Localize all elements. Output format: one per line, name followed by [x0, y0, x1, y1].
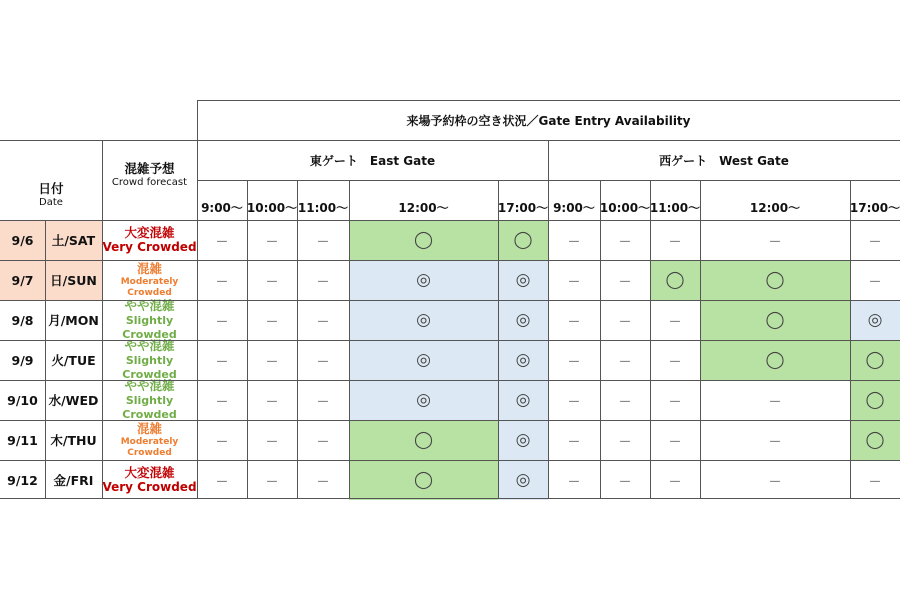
crowd-forecast-cell — [102, 300, 197, 340]
slot-none-symbol: － — [668, 474, 682, 490]
slot-cell — [498, 300, 548, 340]
slot-cell — [600, 380, 650, 420]
weekday-value: 水/WED — [48, 393, 99, 408]
slot-cell — [297, 220, 349, 260]
slot-none-symbol: － — [215, 474, 229, 490]
slot-none-symbol: － — [567, 474, 581, 490]
slot-plenty-symbol: ◎ — [515, 270, 531, 290]
grid-line — [0, 340, 900, 341]
grid-line — [600, 180, 601, 498]
slot-cell — [700, 420, 850, 460]
time-slot-header — [850, 194, 900, 220]
slot-plenty-symbol: ◎ — [515, 390, 531, 410]
slot-cell — [650, 300, 700, 340]
slot-cell — [700, 380, 850, 420]
slot-cell — [197, 340, 247, 380]
slot-cell — [850, 340, 900, 380]
slot-available-symbol: ◯ — [865, 390, 885, 410]
crowd-forecast-en: Slightly Crowded — [122, 394, 177, 421]
weekday-value: 土/SAT — [51, 233, 96, 248]
crowd-forecast-en: Slightly Crowded — [122, 314, 177, 341]
slot-none-symbol: － — [316, 354, 330, 370]
slot-none-symbol: － — [768, 234, 782, 250]
time-slot-header — [197, 194, 247, 220]
slot-cell — [498, 220, 548, 260]
date-header-en: Date — [39, 196, 63, 208]
slot-cell — [197, 220, 247, 260]
slot-none-symbol: － — [868, 474, 882, 490]
crowd-forecast-cell — [102, 380, 197, 420]
slot-cell — [498, 460, 548, 500]
slot-plenty-symbol: ◎ — [867, 310, 883, 330]
slot-plenty-symbol: ◎ — [515, 470, 531, 490]
slot-cell — [700, 260, 850, 300]
slot-none-symbol: － — [618, 474, 632, 490]
time-slot-label: 10:00～ — [599, 200, 651, 215]
availability-title — [197, 100, 900, 140]
weekday-value: 月/MON — [48, 313, 99, 328]
crowd-forecast-en: Very Crowded — [102, 480, 197, 495]
time-slot-label: 9:00～ — [201, 200, 243, 215]
time-slot-header — [247, 194, 297, 220]
slot-none-symbol: － — [215, 274, 229, 290]
slot-cell — [197, 420, 247, 460]
slot-cell — [197, 460, 247, 500]
east-gate-label: 東ゲート East Gate — [309, 153, 436, 168]
slot-cell — [700, 460, 850, 500]
time-slot-label: 17:00～ — [497, 200, 549, 215]
date-value: 9/12 — [7, 472, 38, 488]
crowd-forecast-cell — [102, 220, 197, 260]
weekday-value: 火/TUE — [51, 353, 96, 368]
date-value: 9/6 — [11, 232, 34, 248]
date-value: 9/9 — [11, 352, 34, 368]
slot-none-symbol: － — [567, 394, 581, 410]
slot-cell — [297, 300, 349, 340]
slot-cell — [548, 260, 600, 300]
slot-none-symbol: － — [868, 274, 882, 290]
slot-cell — [349, 340, 498, 380]
slot-none-symbol: － — [265, 234, 279, 250]
slot-plenty-symbol: ◎ — [416, 350, 431, 370]
date-value: 9/8 — [11, 312, 34, 328]
crowd-header-en: Crowd forecast — [111, 176, 188, 188]
slot-none-symbol: － — [668, 394, 682, 410]
crowd-forecast-header — [102, 150, 197, 200]
time-slot-header — [700, 194, 850, 220]
date-header-jp: 日付 — [38, 180, 64, 196]
slot-available-symbol: ◯ — [765, 350, 785, 370]
slot-none-symbol: － — [668, 354, 682, 370]
west-gate-header — [548, 140, 900, 180]
grid-line — [650, 180, 651, 498]
grid-line — [850, 180, 851, 498]
time-slot-label: 12:00～ — [398, 200, 449, 215]
slot-none-symbol: － — [768, 434, 782, 450]
slot-cell — [247, 460, 297, 500]
slot-available-symbol: ◯ — [865, 430, 885, 450]
east-gate-header — [197, 140, 548, 180]
weekday-cell — [45, 300, 102, 340]
slot-none-symbol: － — [567, 234, 581, 250]
weekday-cell — [45, 420, 102, 460]
slot-none-symbol: － — [567, 314, 581, 330]
grid-line — [45, 220, 46, 498]
crowd-forecast-jp: 混雑 — [136, 260, 162, 276]
slot-none-symbol: － — [265, 354, 279, 370]
crowd-forecast-en: Moderately Crowded — [120, 276, 179, 298]
crowd-forecast-cell — [102, 460, 197, 500]
time-slot-label: 12:00～ — [749, 200, 801, 215]
slot-cell — [349, 420, 498, 460]
slot-cell — [700, 340, 850, 380]
slot-none-symbol: － — [215, 434, 229, 450]
weekday-cell — [45, 460, 102, 500]
time-slot-header — [600, 194, 650, 220]
slot-none-symbol: － — [215, 394, 229, 410]
crowd-forecast-jp: 大変混雑 — [124, 224, 175, 240]
slot-cell — [548, 460, 600, 500]
slot-none-symbol: － — [316, 394, 330, 410]
slot-none-symbol: － — [215, 234, 229, 250]
weekday-cell — [45, 340, 102, 380]
grid-line — [498, 180, 499, 498]
slot-none-symbol: － — [265, 474, 279, 490]
availability-title-text: 来場予約枠の空き状況／Gate Entry Availability — [406, 113, 691, 128]
time-slot-label: 10:00～ — [246, 200, 298, 215]
grid-line — [349, 180, 350, 498]
grid-line — [197, 100, 900, 101]
grid-line — [548, 140, 549, 498]
slot-cell — [650, 260, 700, 300]
slot-none-symbol: － — [265, 434, 279, 450]
slot-cell — [600, 220, 650, 260]
weekday-value: 日/SUN — [50, 273, 97, 288]
slot-plenty-symbol: ◎ — [416, 390, 431, 410]
slot-none-symbol: － — [668, 234, 682, 250]
slot-none-symbol: － — [618, 274, 632, 290]
crowd-forecast-cell — [102, 340, 197, 380]
slot-none-symbol: － — [215, 314, 229, 330]
time-slot-label: 11:00～ — [649, 200, 701, 215]
slot-none-symbol: － — [768, 394, 782, 410]
slot-available-symbol: ◯ — [413, 470, 434, 490]
time-slot-header — [349, 194, 498, 220]
crowd-forecast-jp: やや混雑 — [124, 378, 175, 394]
grid-line — [247, 180, 248, 498]
slot-available-symbol: ◯ — [865, 350, 885, 370]
date-cell — [0, 340, 45, 380]
slot-cell — [349, 220, 498, 260]
grid-line — [102, 140, 103, 498]
slot-none-symbol: － — [668, 434, 682, 450]
slot-cell — [247, 340, 297, 380]
slot-none-symbol: － — [215, 354, 229, 370]
date-cell — [0, 380, 45, 420]
slot-cell — [247, 380, 297, 420]
grid-line — [700, 180, 701, 498]
slot-cell — [548, 300, 600, 340]
slot-none-symbol: － — [265, 394, 279, 410]
grid-line — [0, 498, 900, 499]
slot-none-symbol: － — [618, 434, 632, 450]
time-slot-label: 11:00～ — [297, 200, 349, 215]
slot-cell — [600, 260, 650, 300]
slot-cell — [850, 260, 900, 300]
slot-none-symbol: － — [567, 434, 581, 450]
slot-plenty-symbol: ◎ — [416, 310, 431, 330]
time-slot-label: 9:00～ — [553, 200, 595, 215]
slot-cell — [850, 220, 900, 260]
weekday-cell — [45, 260, 102, 300]
grid-line — [0, 140, 900, 141]
slot-none-symbol: － — [618, 354, 632, 370]
slot-cell — [548, 340, 600, 380]
grid-line — [0, 380, 900, 381]
slot-available-symbol: ◯ — [665, 270, 685, 290]
weekday-value: 木/THU — [50, 433, 97, 448]
crowd-header-jp: 混雑予想 — [124, 160, 175, 176]
crowd-forecast-jp: やや混雑 — [124, 298, 175, 314]
slot-none-symbol: － — [316, 434, 330, 450]
grid-line — [297, 180, 298, 498]
slot-cell — [197, 260, 247, 300]
slot-cell — [650, 220, 700, 260]
slot-cell — [349, 460, 498, 500]
slot-cell — [247, 420, 297, 460]
grid-line — [0, 220, 900, 221]
slot-cell — [498, 340, 548, 380]
slot-cell — [247, 300, 297, 340]
slot-cell — [297, 420, 349, 460]
slot-available-symbol: ◯ — [765, 270, 785, 290]
weekday-cell — [45, 380, 102, 420]
slot-cell — [297, 460, 349, 500]
slot-cell — [600, 340, 650, 380]
time-slot-header — [498, 194, 548, 220]
slot-cell — [650, 340, 700, 380]
slot-none-symbol: － — [316, 274, 330, 290]
slot-cell — [600, 300, 650, 340]
slot-cell — [650, 460, 700, 500]
weekday-cell — [45, 220, 102, 260]
slot-none-symbol: － — [567, 274, 581, 290]
slot-cell — [548, 380, 600, 420]
time-slot-label: 17:00～ — [849, 200, 900, 215]
date-cell — [0, 420, 45, 460]
slot-cell — [850, 420, 900, 460]
crowd-forecast-jp: 大変混雑 — [124, 464, 175, 480]
slot-cell — [297, 380, 349, 420]
slot-none-symbol: － — [618, 314, 632, 330]
slot-available-symbol: ◯ — [413, 230, 434, 250]
slot-cell — [600, 420, 650, 460]
slot-cell — [850, 380, 900, 420]
grid-line — [0, 460, 900, 461]
grid-line — [0, 260, 900, 261]
crowd-forecast-cell — [102, 420, 197, 460]
slot-cell — [197, 300, 247, 340]
slot-none-symbol: － — [618, 394, 632, 410]
slot-none-symbol: － — [265, 314, 279, 330]
slot-cell — [349, 380, 498, 420]
slot-cell — [600, 460, 650, 500]
grid-line — [197, 100, 198, 498]
slot-cell — [297, 340, 349, 380]
slot-cell — [247, 260, 297, 300]
time-slot-header — [548, 194, 600, 220]
weekday-value: 金/FRI — [53, 473, 94, 488]
slot-none-symbol: － — [316, 314, 330, 330]
slot-cell — [247, 220, 297, 260]
slot-cell — [650, 380, 700, 420]
slot-cell — [548, 220, 600, 260]
date-cell — [0, 460, 45, 500]
slot-cell — [498, 420, 548, 460]
slot-cell — [850, 300, 900, 340]
slot-plenty-symbol: ◎ — [515, 430, 531, 450]
slot-cell — [498, 380, 548, 420]
slot-cell — [197, 380, 247, 420]
crowd-forecast-jp: やや混雑 — [124, 338, 175, 354]
date-header — [0, 170, 102, 220]
slot-cell — [700, 220, 850, 260]
slot-none-symbol: － — [768, 474, 782, 490]
time-slot-header — [297, 194, 349, 220]
crowd-forecast-en: Moderately Crowded — [120, 436, 179, 458]
slot-cell — [297, 260, 349, 300]
slot-cell — [349, 300, 498, 340]
time-slot-header — [650, 194, 700, 220]
date-value: 9/7 — [11, 272, 34, 288]
slot-none-symbol: － — [316, 474, 330, 490]
slot-none-symbol: － — [868, 234, 882, 250]
west-gate-label: 西ゲート West Gate — [659, 153, 789, 168]
date-cell — [0, 260, 45, 300]
slot-cell — [349, 260, 498, 300]
slot-plenty-symbol: ◎ — [416, 270, 431, 290]
slot-available-symbol: ◯ — [765, 310, 785, 330]
slot-plenty-symbol: ◎ — [515, 350, 531, 370]
slot-cell — [850, 460, 900, 500]
crowd-forecast-en: Very Crowded — [102, 240, 197, 255]
date-value: 9/10 — [7, 392, 38, 408]
slot-cell — [700, 300, 850, 340]
slot-none-symbol: － — [618, 234, 632, 250]
slot-none-symbol: － — [265, 274, 279, 290]
slot-cell — [548, 420, 600, 460]
slot-none-symbol: － — [567, 354, 581, 370]
crowd-forecast-jp: 混雑 — [136, 420, 162, 436]
slot-available-symbol: ◯ — [413, 430, 434, 450]
crowd-forecast-cell — [102, 260, 197, 300]
slot-cell — [650, 420, 700, 460]
slot-plenty-symbol: ◎ — [515, 310, 531, 330]
date-value: 9/11 — [7, 432, 38, 448]
slot-available-symbol: ◯ — [513, 230, 533, 250]
slot-none-symbol: － — [316, 234, 330, 250]
date-cell — [0, 300, 45, 340]
grid-line — [0, 300, 900, 301]
slot-cell — [498, 260, 548, 300]
date-cell — [0, 220, 45, 260]
slot-none-symbol: － — [668, 314, 682, 330]
crowd-forecast-en: Slightly Crowded — [122, 354, 177, 381]
grid-line — [0, 420, 900, 421]
